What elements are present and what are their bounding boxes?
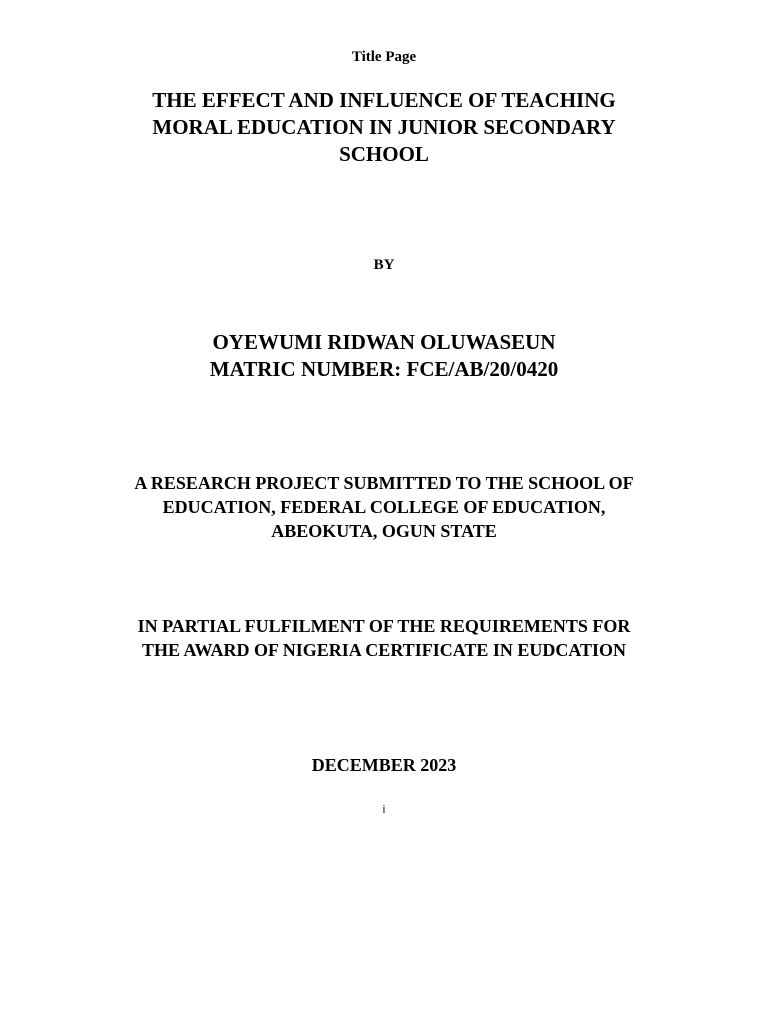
title-line: MORAL EDUCATION IN JUNIOR SECONDARY xyxy=(152,115,616,139)
title-line: THE EFFECT AND INFLUENCE OF TEACHING xyxy=(152,88,616,112)
page-caption: Title Page xyxy=(351,49,417,65)
fulfilment-line: THE AWARD OF NIGERIA CERTIFICATE IN EUDCATION xyxy=(141,640,627,660)
author-name: OYEWUMI RIDWAN OLUWASEUN xyxy=(212,330,556,354)
submission-line: ABEOKUTA, OGUN STATE xyxy=(271,521,497,541)
by-label: BY xyxy=(373,257,395,273)
title-line: SCHOOL xyxy=(339,142,429,166)
submission-date: DECEMBER 2023 xyxy=(311,755,457,775)
matric-number: MATRIC NUMBER: FCE/AB/20/0420 xyxy=(209,357,559,381)
submission-line: A RESEARCH PROJECT SUBMITTED TO THE SCHOOL OF xyxy=(134,473,634,493)
fulfilment-line: IN PARTIAL FULFILMENT OF THE REQUIREMENTS FOR xyxy=(137,616,631,636)
submission-line: EDUCATION, FEDERAL COLLEGE OF EDUCATION, xyxy=(162,497,606,517)
page-number: i xyxy=(382,804,386,816)
